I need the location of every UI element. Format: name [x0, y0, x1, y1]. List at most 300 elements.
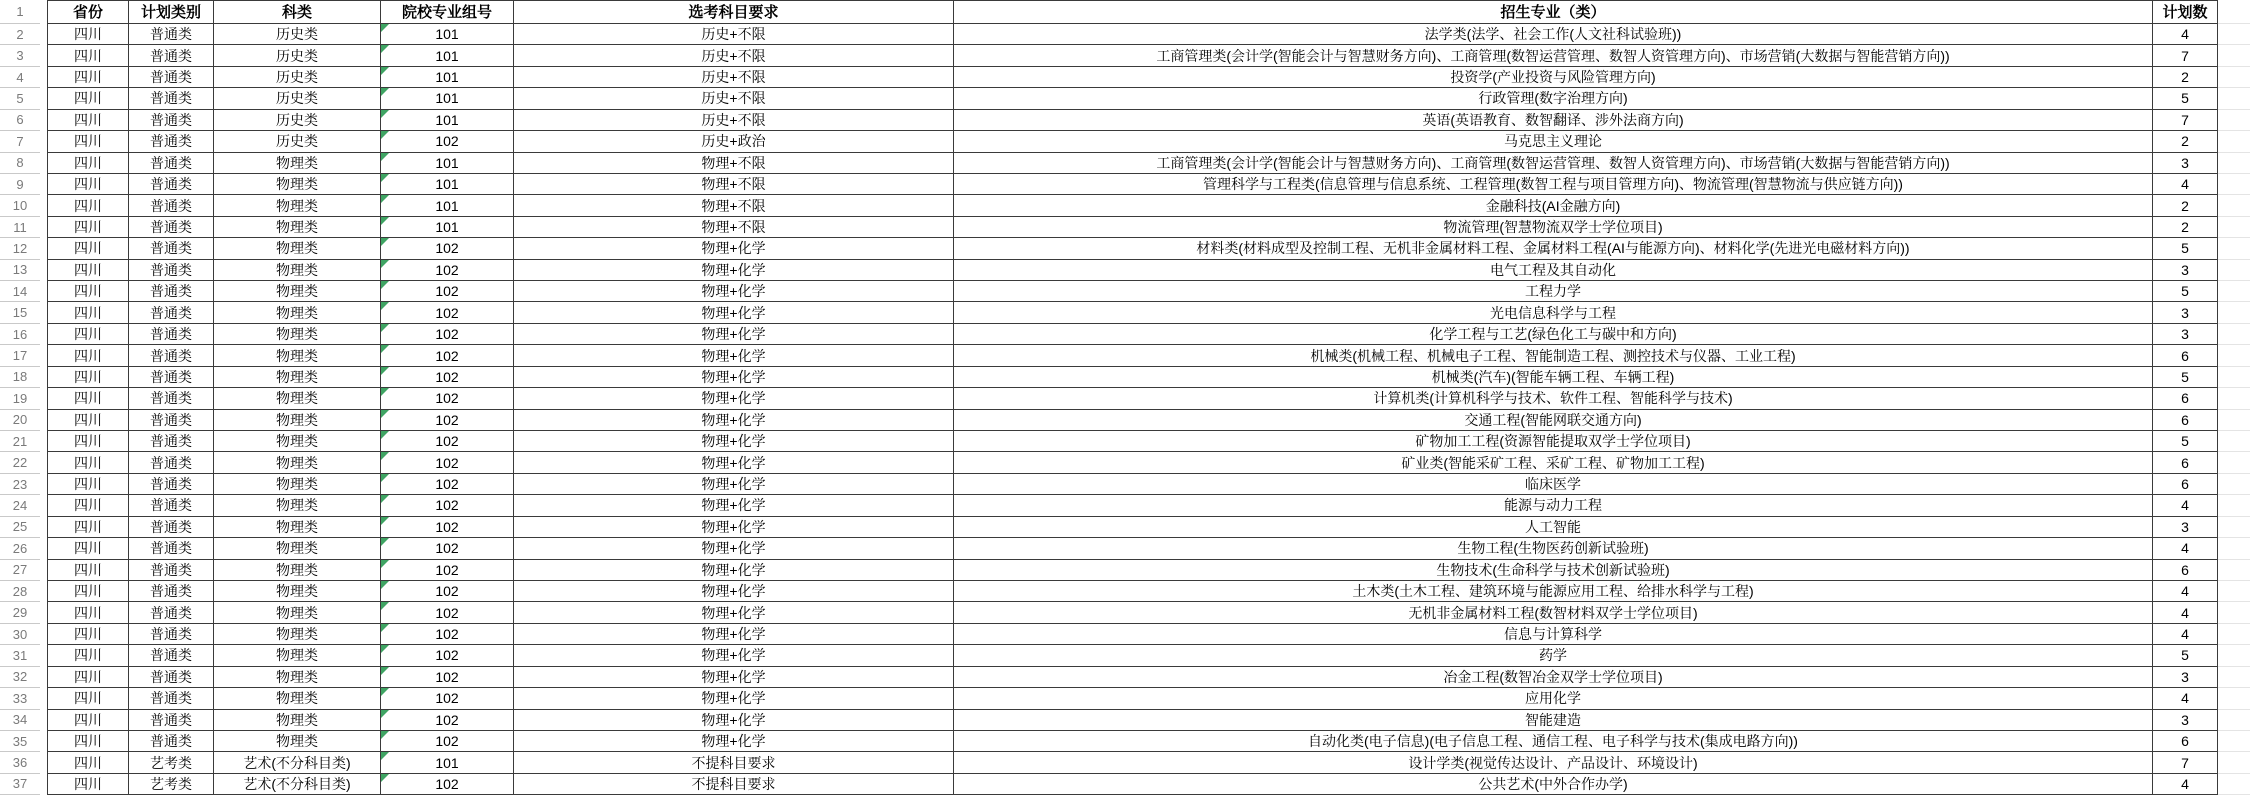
cell-group-number[interactable]: 102	[381, 710, 514, 731]
cell-plan-type[interactable]: 普通类	[129, 110, 214, 131]
cell-plan-count[interactable]: 6	[2153, 388, 2218, 409]
row-number[interactable]: 20	[0, 410, 40, 431]
row-number[interactable]: 27	[0, 560, 40, 581]
row-number[interactable]: 13	[0, 260, 40, 281]
row-number[interactable]: 28	[0, 581, 40, 602]
cell-plan-count[interactable]: 5	[2153, 431, 2218, 452]
cell-plan-type[interactable]: 普通类	[129, 645, 214, 666]
cell-plan-count[interactable]: 7	[2153, 45, 2218, 66]
cell-subject-type[interactable]: 历史类	[214, 88, 381, 109]
cell-group-number[interactable]: 102	[381, 431, 514, 452]
cell-subject-type[interactable]: 物理类	[214, 710, 381, 731]
cell-province[interactable]: 四川	[47, 517, 129, 538]
cell-subject-type[interactable]: 物理类	[214, 195, 381, 216]
cell-major[interactable]: 化学工程与工艺(绿色化工与碳中和方向)	[954, 324, 2153, 345]
cell-plan-count[interactable]: 3	[2153, 260, 2218, 281]
cell-province[interactable]: 四川	[47, 260, 129, 281]
cell-province[interactable]: 四川	[47, 238, 129, 259]
row-number[interactable]: 18	[0, 367, 40, 388]
cell-subject-requirement[interactable]: 历史+不限	[514, 24, 954, 45]
cell-province[interactable]: 四川	[47, 752, 129, 773]
row-number[interactable]: 7	[0, 131, 40, 152]
cell-subject-type[interactable]: 物理类	[214, 410, 381, 431]
row-number[interactable]: 25	[0, 517, 40, 538]
cell-province[interactable]: 四川	[47, 217, 129, 238]
cell-subject-type[interactable]: 物理类	[214, 281, 381, 302]
cell-subject-requirement[interactable]: 物理+化学	[514, 624, 954, 645]
cell-subject-type[interactable]: 物理类	[214, 474, 381, 495]
cell-subject-requirement[interactable]: 物理+化学	[514, 474, 954, 495]
cell-province[interactable]: 四川	[47, 538, 129, 559]
column-header-province[interactable]: 省份	[47, 0, 129, 24]
cell-subject-type[interactable]: 历史类	[214, 67, 381, 88]
row-number[interactable]: 16	[0, 324, 40, 345]
cell-major[interactable]: 药学	[954, 645, 2153, 666]
cell-major[interactable]: 信息与计算科学	[954, 624, 2153, 645]
cell-plan-count[interactable]: 3	[2153, 667, 2218, 688]
cell-subject-type[interactable]: 物理类	[214, 260, 381, 281]
cell-plan-type[interactable]: 普通类	[129, 452, 214, 473]
cell-subject-type[interactable]: 物理类	[214, 431, 381, 452]
cell-plan-count[interactable]: 4	[2153, 581, 2218, 602]
cell-plan-count[interactable]: 4	[2153, 602, 2218, 623]
cell-plan-count[interactable]: 2	[2153, 131, 2218, 152]
cell-subject-requirement[interactable]: 物理+化学	[514, 431, 954, 452]
cell-major[interactable]: 人工智能	[954, 517, 2153, 538]
cell-subject-requirement[interactable]: 物理+化学	[514, 581, 954, 602]
cell-group-number[interactable]: 101	[381, 195, 514, 216]
cell-plan-count[interactable]: 4	[2153, 174, 2218, 195]
row-number[interactable]: 1	[0, 0, 40, 24]
cell-major[interactable]: 材料类(材料成型及控制工程、无机非金属材料工程、金属材料工程(AI与能源方向)、材料化学(先进光电磁材料方向))	[954, 238, 2153, 259]
cell-province[interactable]: 四川	[47, 388, 129, 409]
cell-province[interactable]: 四川	[47, 731, 129, 752]
cell-major[interactable]: 工商管理类(会计学(智能会计与智慧财务方向)、工商管理(数智运营管理、数智人资管理方向)、市场营销(大数据与智能营销方向))	[954, 153, 2153, 174]
cell-subject-requirement[interactable]: 物理+化学	[514, 324, 954, 345]
cell-major[interactable]: 物流管理(智慧物流双学士学位项目)	[954, 217, 2153, 238]
cell-plan-type[interactable]: 普通类	[129, 345, 214, 366]
cell-subject-type[interactable]: 物理类	[214, 174, 381, 195]
cell-subject-type[interactable]: 物理类	[214, 688, 381, 709]
cell-province[interactable]: 四川	[47, 774, 129, 795]
cell-plan-count[interactable]: 4	[2153, 495, 2218, 516]
cell-major[interactable]: 行政管理(数字治理方向)	[954, 88, 2153, 109]
cell-province[interactable]: 四川	[47, 45, 129, 66]
cell-major[interactable]: 应用化学	[954, 688, 2153, 709]
cell-group-number[interactable]: 101	[381, 110, 514, 131]
cell-subject-requirement[interactable]: 物理+化学	[514, 710, 954, 731]
cell-province[interactable]: 四川	[47, 110, 129, 131]
cell-plan-count[interactable]: 6	[2153, 474, 2218, 495]
cell-plan-type[interactable]: 普通类	[129, 153, 214, 174]
cell-group-number[interactable]: 102	[381, 624, 514, 645]
row-number[interactable]: 31	[0, 645, 40, 666]
cell-major[interactable]: 机械类(机械工程、机械电子工程、智能制造工程、测控技术与仪器、工业工程)	[954, 345, 2153, 366]
cell-subject-requirement[interactable]: 物理+化学	[514, 260, 954, 281]
row-number[interactable]: 32	[0, 667, 40, 688]
cell-subject-requirement[interactable]: 物理+化学	[514, 367, 954, 388]
cell-plan-count[interactable]: 3	[2153, 153, 2218, 174]
cell-plan-count[interactable]: 5	[2153, 645, 2218, 666]
cell-plan-count[interactable]: 6	[2153, 410, 2218, 431]
cell-plan-count[interactable]: 3	[2153, 710, 2218, 731]
cell-plan-type[interactable]: 普通类	[129, 731, 214, 752]
row-number[interactable]: 37	[0, 774, 40, 795]
cell-province[interactable]: 四川	[47, 302, 129, 323]
cell-group-number[interactable]: 102	[381, 345, 514, 366]
cell-plan-type[interactable]: 普通类	[129, 581, 214, 602]
cell-subject-requirement[interactable]: 历史+不限	[514, 67, 954, 88]
cell-plan-type[interactable]: 普通类	[129, 24, 214, 45]
cell-major[interactable]: 能源与动力工程	[954, 495, 2153, 516]
cell-plan-count[interactable]: 2	[2153, 195, 2218, 216]
cell-group-number[interactable]: 102	[381, 645, 514, 666]
cell-subject-requirement[interactable]: 不提科目要求	[514, 774, 954, 795]
gutter-gap	[40, 581, 47, 602]
cell-major[interactable]: 交通工程(智能网联交通方向)	[954, 410, 2153, 431]
cell-province[interactable]: 四川	[47, 174, 129, 195]
cell-subject-type[interactable]: 历史类	[214, 131, 381, 152]
cell-group-number[interactable]: 102	[381, 731, 514, 752]
row-number[interactable]: 4	[0, 67, 40, 88]
cell-subject-requirement[interactable]: 物理+化学	[514, 452, 954, 473]
cell-major[interactable]: 电气工程及其自动化	[954, 260, 2153, 281]
row-number[interactable]: 33	[0, 688, 40, 709]
cell-flag-triangle-icon	[381, 388, 389, 396]
cell-plan-type[interactable]: 艺考类	[129, 752, 214, 773]
cell-group-number[interactable]: 102	[381, 260, 514, 281]
row-number[interactable]: 8	[0, 153, 40, 174]
cell-plan-type[interactable]: 普通类	[129, 688, 214, 709]
cell-plan-type[interactable]: 普通类	[129, 495, 214, 516]
cell-province[interactable]: 四川	[47, 67, 129, 88]
cell-subject-requirement[interactable]: 物理+化学	[514, 495, 954, 516]
cell-plan-count[interactable]: 3	[2153, 517, 2218, 538]
cell-subject-type[interactable]: 物理类	[214, 667, 381, 688]
cell-subject-type[interactable]: 物理类	[214, 731, 381, 752]
row-number[interactable]: 30	[0, 624, 40, 645]
cell-plan-count[interactable]: 7	[2153, 110, 2218, 131]
cell-province[interactable]: 四川	[47, 581, 129, 602]
cell-subject-type[interactable]: 历史类	[214, 45, 381, 66]
cell-plan-count[interactable]: 4	[2153, 774, 2218, 795]
cell-province[interactable]: 四川	[47, 195, 129, 216]
cell-major[interactable]: 自动化类(电子信息)(电子信息工程、通信工程、电子科学与技术(集成电路方向))	[954, 731, 2153, 752]
cell-subject-requirement[interactable]: 物理+不限	[514, 195, 954, 216]
cell-subject-type[interactable]: 物理类	[214, 217, 381, 238]
cell-subject-type[interactable]: 历史类	[214, 110, 381, 131]
cell-plan-count[interactable]: 4	[2153, 538, 2218, 559]
cell-group-number[interactable]: 102	[381, 281, 514, 302]
cell-major[interactable]: 公共艺术(中外合作办学)	[954, 774, 2153, 795]
cell-group-number[interactable]: 102	[381, 452, 514, 473]
cell-group-number[interactable]: 101	[381, 24, 514, 45]
cell-group-number[interactable]: 101	[381, 45, 514, 66]
cell-plan-count[interactable]: 6	[2153, 345, 2218, 366]
cell-group-number[interactable]: 101	[381, 752, 514, 773]
cell-province[interactable]: 四川	[47, 345, 129, 366]
cell-major[interactable]: 投资学(产业投资与风险管理方向)	[954, 67, 2153, 88]
cell-plan-type[interactable]: 普通类	[129, 195, 214, 216]
cell-plan-type[interactable]: 普通类	[129, 367, 214, 388]
cell-province[interactable]: 四川	[47, 560, 129, 581]
row-number[interactable]: 6	[0, 110, 40, 131]
cell-subject-requirement[interactable]: 物理+化学	[514, 645, 954, 666]
row-number[interactable]: 23	[0, 474, 40, 495]
cell-subject-type[interactable]: 物理类	[214, 602, 381, 623]
cell-major[interactable]: 工程力学	[954, 281, 2153, 302]
row-number[interactable]: 12	[0, 238, 40, 259]
cell-group-number[interactable]: 102	[381, 131, 514, 152]
cell-major[interactable]: 无机非金属材料工程(数智材料双学士学位项目)	[954, 602, 2153, 623]
cell-major[interactable]: 管理科学与工程类(信息管理与信息系统、工程管理(数智工程与项目管理方向)、物流管理(智慧物流与供应链方向))	[954, 174, 2153, 195]
cell-province[interactable]: 四川	[47, 88, 129, 109]
cell-plan-type[interactable]: 普通类	[129, 174, 214, 195]
cell-province[interactable]: 四川	[47, 710, 129, 731]
cell-group-number[interactable]: 102	[381, 560, 514, 581]
row-number[interactable]: 19	[0, 388, 40, 409]
cell-subject-requirement[interactable]: 物理+不限	[514, 153, 954, 174]
cell-plan-count[interactable]: 2	[2153, 67, 2218, 88]
cell-province[interactable]: 四川	[47, 367, 129, 388]
row-number[interactable]: 26	[0, 538, 40, 559]
cell-major[interactable]: 计算机类(计算机科学与技术、软件工程、智能科学与技术)	[954, 388, 2153, 409]
cell-group-number[interactable]: 102	[381, 581, 514, 602]
cell-plan-type[interactable]: 普通类	[129, 667, 214, 688]
cell-plan-type[interactable]: 普通类	[129, 217, 214, 238]
cell-plan-count[interactable]: 6	[2153, 452, 2218, 473]
cell-subject-requirement[interactable]: 物理+化学	[514, 388, 954, 409]
cell-plan-type[interactable]: 普通类	[129, 131, 214, 152]
cell-subject-type[interactable]: 物理类	[214, 624, 381, 645]
cell-plan-type[interactable]: 普通类	[129, 410, 214, 431]
row-number[interactable]: 36	[0, 752, 40, 773]
cell-subject-type[interactable]: 物理类	[214, 581, 381, 602]
cell-subject-type[interactable]: 物理类	[214, 238, 381, 259]
cell-subject-type[interactable]: 艺术(不分科目类)	[214, 774, 381, 795]
row-number[interactable]: 9	[0, 174, 40, 195]
cell-group-number[interactable]: 102	[381, 774, 514, 795]
cell-major[interactable]: 马克思主义理论	[954, 131, 2153, 152]
cell-plan-type[interactable]: 普通类	[129, 324, 214, 345]
cell-plan-count[interactable]: 2	[2153, 217, 2218, 238]
cell-plan-type[interactable]: 普通类	[129, 45, 214, 66]
cell-province[interactable]: 四川	[47, 645, 129, 666]
row-number[interactable]: 5	[0, 88, 40, 109]
cell-subject-type[interactable]: 物理类	[214, 645, 381, 666]
cell-plan-count[interactable]: 6	[2153, 731, 2218, 752]
cell-subject-type[interactable]: 物理类	[214, 153, 381, 174]
cell-plan-count[interactable]: 7	[2153, 752, 2218, 773]
cell-province[interactable]: 四川	[47, 431, 129, 452]
row-number[interactable]: 17	[0, 345, 40, 366]
cell-plan-type[interactable]: 普通类	[129, 602, 214, 623]
cell-subject-requirement[interactable]: 历史+不限	[514, 110, 954, 131]
cell-subject-requirement[interactable]: 历史+政治	[514, 131, 954, 152]
cell-group-number[interactable]: 102	[381, 324, 514, 345]
row-number[interactable]: 3	[0, 45, 40, 66]
cell-subject-requirement[interactable]: 不提科目要求	[514, 752, 954, 773]
cell-major[interactable]: 矿物加工工程(资源智能提取双学士学位项目)	[954, 431, 2153, 452]
cell-subject-requirement[interactable]: 物理+化学	[514, 560, 954, 581]
cell-subject-requirement[interactable]: 物理+化学	[514, 410, 954, 431]
cell-subject-type[interactable]: 物理类	[214, 345, 381, 366]
cell-group-number[interactable]: 102	[381, 302, 514, 323]
cell-group-number[interactable]: 101	[381, 217, 514, 238]
row-number[interactable]: 35	[0, 731, 40, 752]
cell-province[interactable]: 四川	[47, 452, 129, 473]
cell-plan-count[interactable]: 5	[2153, 281, 2218, 302]
cell-plan-type[interactable]: 普通类	[129, 710, 214, 731]
cell-group-number[interactable]: 102	[381, 517, 514, 538]
cell-major[interactable]: 金融科技(AI金融方向)	[954, 195, 2153, 216]
cell-plan-count[interactable]: 6	[2153, 560, 2218, 581]
cell-subject-type[interactable]: 历史类	[214, 24, 381, 45]
cell-province[interactable]: 四川	[47, 410, 129, 431]
cell-major[interactable]: 智能建造	[954, 710, 2153, 731]
cell-plan-count[interactable]: 5	[2153, 367, 2218, 388]
cell-plan-type[interactable]: 普通类	[129, 560, 214, 581]
cell-plan-type[interactable]: 普通类	[129, 517, 214, 538]
cell-subject-type[interactable]: 物理类	[214, 495, 381, 516]
cell-subject-requirement[interactable]: 物理+化学	[514, 602, 954, 623]
cell-group-number[interactable]: 102	[381, 474, 514, 495]
column-header-group-number[interactable]: 院校专业组号	[381, 0, 514, 24]
cell-province[interactable]: 四川	[47, 474, 129, 495]
row-number[interactable]: 24	[0, 495, 40, 516]
row-number[interactable]: 21	[0, 431, 40, 452]
cell-subject-type[interactable]: 物理类	[214, 560, 381, 581]
cell-province[interactable]: 四川	[47, 667, 129, 688]
cell-group-number[interactable]: 102	[381, 388, 514, 409]
cell-province[interactable]: 四川	[47, 324, 129, 345]
cell-province[interactable]: 四川	[47, 281, 129, 302]
cell-province[interactable]: 四川	[47, 624, 129, 645]
cell-group-number[interactable]: 102	[381, 602, 514, 623]
cell-major[interactable]: 光电信息科学与工程	[954, 302, 2153, 323]
cell-plan-count[interactable]: 4	[2153, 24, 2218, 45]
column-header-major[interactable]: 招生专业（类）	[954, 0, 2153, 24]
cell-province[interactable]: 四川	[47, 688, 129, 709]
row-number[interactable]: 22	[0, 452, 40, 473]
cell-subject-requirement[interactable]: 物理+化学	[514, 302, 954, 323]
cell-plan-type[interactable]: 普通类	[129, 302, 214, 323]
cell-plan-type[interactable]: 普通类	[129, 260, 214, 281]
empty-sheet-area	[2218, 645, 2250, 666]
row-number[interactable]: 14	[0, 281, 40, 302]
cell-plan-type[interactable]: 普通类	[129, 431, 214, 452]
cell-major[interactable]: 生物技术(生命科学与技术创新试验班)	[954, 560, 2153, 581]
cell-subject-requirement[interactable]: 物理+不限	[514, 217, 954, 238]
cell-plan-type[interactable]: 普通类	[129, 67, 214, 88]
row-number[interactable]: 15	[0, 302, 40, 323]
cell-major[interactable]: 临床医学	[954, 474, 2153, 495]
cell-major[interactable]: 设计学类(视觉传达设计、产品设计、环境设计)	[954, 752, 2153, 773]
cell-group-number[interactable]: 102	[381, 495, 514, 516]
cell-province[interactable]: 四川	[47, 495, 129, 516]
cell-subject-type[interactable]: 物理类	[214, 388, 381, 409]
cell-subject-requirement[interactable]: 物理+化学	[514, 345, 954, 366]
cell-major[interactable]: 土木类(土木工程、建筑环境与能源应用工程、给排水科学与工程)	[954, 581, 2153, 602]
cell-subject-requirement[interactable]: 物理+化学	[514, 238, 954, 259]
column-header-plan-type[interactable]: 计划类别	[129, 0, 214, 24]
cell-plan-count[interactable]: 5	[2153, 238, 2218, 259]
cell-plan-type[interactable]: 普通类	[129, 474, 214, 495]
row-number[interactable]: 10	[0, 195, 40, 216]
cell-subject-type[interactable]: 物理类	[214, 324, 381, 345]
cell-subject-requirement[interactable]: 物理+化学	[514, 667, 954, 688]
cell-major[interactable]: 矿业类(智能采矿工程、采矿工程、矿物加工工程)	[954, 452, 2153, 473]
cell-subject-type[interactable]: 物理类	[214, 538, 381, 559]
cell-plan-type[interactable]: 普通类	[129, 624, 214, 645]
column-header-plan-count[interactable]: 计划数	[2153, 0, 2218, 24]
cell-major[interactable]: 工商管理类(会计学(智能会计与智慧财务方向)、工商管理(数智运营管理、数智人资管理方向)、市场营销(大数据与智能营销方向))	[954, 45, 2153, 66]
cell-subject-requirement[interactable]: 物理+化学	[514, 538, 954, 559]
cell-subject-type[interactable]: 物理类	[214, 517, 381, 538]
cell-plan-count[interactable]: 3	[2153, 324, 2218, 345]
cell-plan-type[interactable]: 普通类	[129, 88, 214, 109]
cell-province[interactable]: 四川	[47, 153, 129, 174]
cell-group-number[interactable]: 102	[381, 667, 514, 688]
cell-plan-type[interactable]: 普通类	[129, 281, 214, 302]
cell-subject-type[interactable]: 物理类	[214, 302, 381, 323]
cell-major[interactable]: 生物工程(生物医药创新试验班)	[954, 538, 2153, 559]
cell-subject-requirement[interactable]: 物理+化学	[514, 517, 954, 538]
cell-plan-count[interactable]: 4	[2153, 688, 2218, 709]
cell-plan-type[interactable]: 普通类	[129, 238, 214, 259]
cell-plan-count[interactable]: 4	[2153, 624, 2218, 645]
cell-major[interactable]: 英语(英语教育、数智翻译、涉外法商方向)	[954, 110, 2153, 131]
cell-subject-requirement[interactable]: 物理+化学	[514, 731, 954, 752]
cell-plan-count[interactable]: 5	[2153, 88, 2218, 109]
cell-plan-type[interactable]: 普通类	[129, 538, 214, 559]
empty-sheet-area	[2218, 474, 2250, 495]
cell-subject-type[interactable]: 物理类	[214, 367, 381, 388]
cell-subject-requirement[interactable]: 历史+不限	[514, 45, 954, 66]
column-header-subject-type[interactable]: 科类	[214, 0, 381, 24]
cell-subject-requirement[interactable]: 历史+不限	[514, 88, 954, 109]
cell-subject-type[interactable]: 物理类	[214, 452, 381, 473]
cell-major[interactable]: 机械类(汽车)(智能车辆工程、车辆工程)	[954, 367, 2153, 388]
cell-group-number[interactable]: 102	[381, 688, 514, 709]
cell-group-number[interactable]: 101	[381, 88, 514, 109]
row-number[interactable]: 2	[0, 24, 40, 45]
cell-group-number[interactable]: 102	[381, 410, 514, 431]
column-header-subject-requirement[interactable]: 选考科目要求	[514, 0, 954, 24]
row-number[interactable]: 11	[0, 217, 40, 238]
cell-province[interactable]: 四川	[47, 24, 129, 45]
cell-group-number[interactable]: 102	[381, 538, 514, 559]
cell-group-number[interactable]: 101	[381, 153, 514, 174]
cell-plan-count[interactable]: 3	[2153, 302, 2218, 323]
cell-group-number[interactable]: 101	[381, 67, 514, 88]
cell-group-number[interactable]: 101	[381, 174, 514, 195]
cell-group-number[interactable]: 102	[381, 238, 514, 259]
cell-major[interactable]: 冶金工程(数智冶金双学士学位项目)	[954, 667, 2153, 688]
cell-subject-requirement[interactable]: 物理+不限	[514, 174, 954, 195]
cell-subject-requirement[interactable]: 物理+化学	[514, 281, 954, 302]
cell-plan-type[interactable]: 艺考类	[129, 774, 214, 795]
cell-province[interactable]: 四川	[47, 131, 129, 152]
cell-group-number[interactable]: 102	[381, 367, 514, 388]
cell-province[interactable]: 四川	[47, 602, 129, 623]
row-number[interactable]: 34	[0, 710, 40, 731]
cell-subject-type[interactable]: 艺术(不分科目类)	[214, 752, 381, 773]
cell-subject-requirement[interactable]: 物理+化学	[514, 688, 954, 709]
row-number[interactable]: 29	[0, 602, 40, 623]
cell-plan-type[interactable]: 普通类	[129, 388, 214, 409]
cell-major[interactable]: 法学类(法学、社会工作(人文社科试验班))	[954, 24, 2153, 45]
